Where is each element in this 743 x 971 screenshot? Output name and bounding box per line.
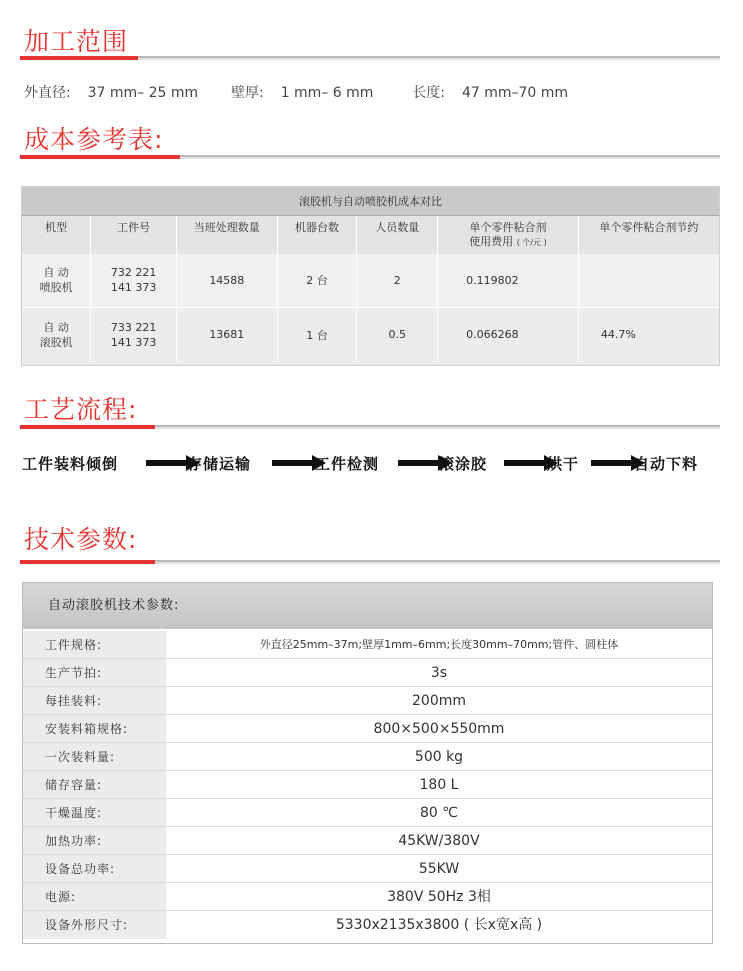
cell-machine-count: 1 台 [277, 307, 357, 362]
param-value: 3s [430, 665, 448, 681]
param-label: 干燥温度: [23, 799, 166, 826]
section-title-range: 加工范围 [24, 27, 129, 56]
table-row [23, 771, 712, 799]
header-staff-count: 人员数量 [357, 216, 438, 254]
param-value: 外直径25mm–37m;壁厚1mm–6mm;长度30mm–70mm;管件、圆柱体 [259, 638, 619, 651]
param-value: 200mm [412, 693, 466, 709]
section-accent-bar [20, 425, 155, 429]
param-label: 工件规格: [23, 631, 166, 658]
process-step: 自动下料 [634, 455, 699, 473]
header-machine-type: 机型 [22, 216, 91, 254]
cell-text: 喷胶机 [39, 281, 73, 295]
section-title-cost: 成本参考表: [24, 125, 164, 154]
table-row [23, 799, 712, 827]
outer-diameter-value: 37 mm– 25 mm [87, 85, 199, 101]
cell-machine-type [22, 307, 91, 362]
section-accent-bar [20, 56, 138, 60]
cell-adhesive-saving: 44.7% [578, 307, 719, 362]
section-accent-bar [20, 560, 155, 564]
header-adhesive-saving: 单个零件粘合剂节约 [578, 216, 719, 254]
cell-staff-count: 0.5 [357, 307, 438, 362]
cost-table-caption: 滚胶机与自动喷胶机成本对比 [22, 187, 719, 216]
technical-params-table [22, 582, 713, 944]
table-row [22, 307, 719, 362]
param-label: 设备外形尺寸: [23, 911, 166, 939]
table-row [23, 631, 712, 659]
params-table-header: 自动滚胶机技术参数: [23, 583, 712, 629]
table-row [23, 659, 712, 687]
outer-diameter-label: 外直径: [24, 85, 71, 101]
section-accent-bar [20, 155, 180, 159]
cost-comparison-table [21, 186, 720, 366]
cell-text: 自 动 [43, 320, 69, 334]
param-label: 安装料箱规格: [23, 715, 166, 742]
cell-text: 733 221 [110, 320, 157, 334]
param-value: 180 L [419, 777, 459, 793]
param-value: 500 kg [414, 749, 464, 765]
param-value: 380V 50Hz 3相 [387, 889, 491, 905]
cell-shift-quantity: 14588 [176, 254, 277, 307]
process-step: 工件装料倾倒 [22, 455, 119, 473]
param-label: 储存容量: [23, 771, 166, 798]
length-value: 47 mm–70 mm [461, 85, 569, 101]
header-adhesive-unit: ( 个/元 ) [516, 238, 547, 247]
cell-shift-quantity: 13681 [176, 307, 277, 362]
range-line [24, 82, 568, 102]
process-flow [22, 453, 722, 475]
table-row [23, 883, 712, 911]
cell-text: 141 373 [110, 335, 157, 349]
param-value: 45KW/380V [398, 833, 480, 849]
table-row [23, 911, 712, 939]
param-label: 生产节拍: [23, 659, 166, 686]
param-value: 80 ℃ [420, 805, 458, 821]
wall-thickness-value: 1 mm– 6 mm [280, 85, 374, 101]
param-label: 加热功率: [23, 827, 166, 854]
param-value: 800×500×550mm [373, 721, 505, 737]
process-step: 滚涂胶 [439, 455, 488, 473]
param-label: 设备总功率: [23, 855, 166, 882]
header-adhesive-cost-line1: 单个零件粘合剂 [469, 221, 547, 234]
cell-text: 732 221 [110, 266, 157, 280]
table-row [23, 687, 712, 715]
param-value: 55KW [418, 861, 460, 877]
cell-part-number [91, 254, 177, 307]
table-row [23, 743, 712, 771]
cell-machine-type [22, 254, 91, 307]
cell-machine-count: 2 台 [277, 254, 357, 307]
cell-adhesive-cost: 0.066268 [438, 307, 579, 362]
wall-thickness-label: 壁厚: [231, 85, 264, 101]
param-label: 电源: [23, 883, 166, 910]
header-machine-count: 机器台数 [277, 216, 357, 254]
process-step: 存储运输 [187, 455, 252, 473]
cell-adhesive-saving [578, 254, 719, 307]
param-value: 5330x2135x3800 ( 长x宽x高 ) [335, 917, 543, 933]
cell-text: 自 动 [43, 266, 69, 280]
process-step: 工件检测 [315, 455, 380, 473]
cell-text: 滚胶机 [39, 335, 73, 349]
length-label: 长度: [412, 85, 446, 101]
table-row [23, 715, 712, 743]
header-adhesive-cost [438, 216, 579, 254]
cost-table-header-row [22, 216, 719, 254]
section-title-process: 工艺流程: [24, 395, 138, 424]
table-row [23, 827, 712, 855]
table-row [23, 855, 712, 883]
param-label: 每挂装料: [23, 687, 166, 714]
header-part-number: 工件号 [91, 216, 177, 254]
cell-part-number [91, 307, 177, 362]
cell-text: 141 373 [110, 281, 157, 295]
cell-adhesive-cost: 0.119802 [438, 254, 579, 307]
process-step: 烘干 [547, 455, 580, 473]
cell-staff-count: 2 [357, 254, 438, 307]
header-shift-quantity: 当班处理数量 [176, 216, 277, 254]
section-title-params: 技术参数: [24, 525, 138, 554]
table-row [22, 254, 719, 307]
header-adhesive-cost-line2: 使用费用 [469, 235, 514, 248]
param-label: 一次装料量: [23, 743, 166, 770]
